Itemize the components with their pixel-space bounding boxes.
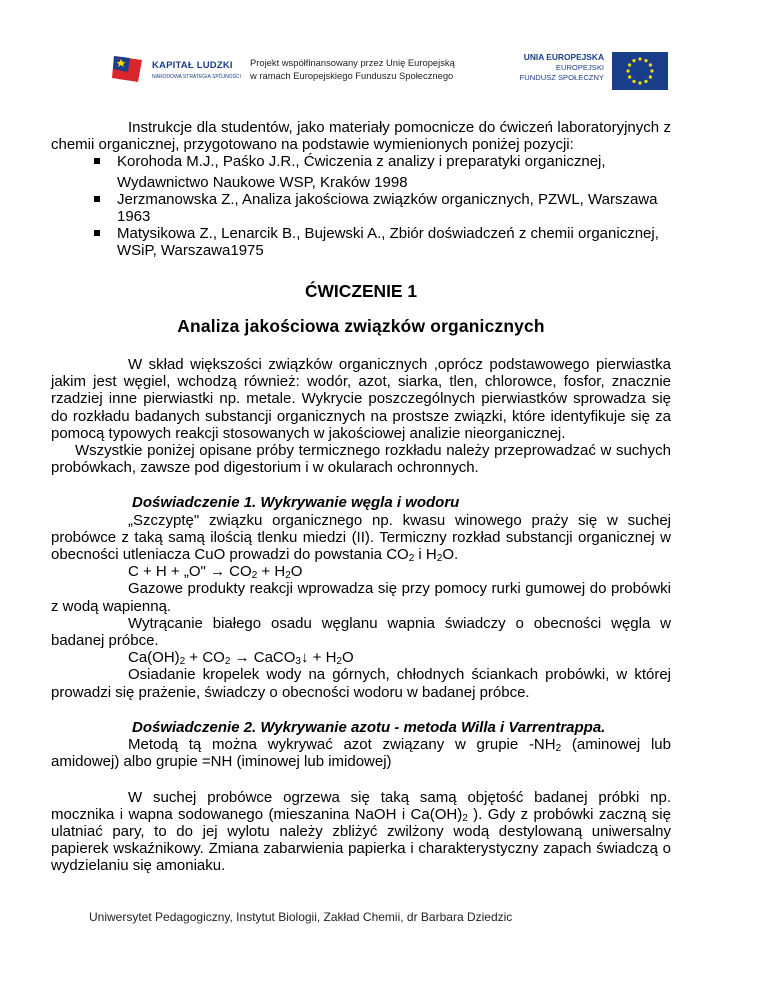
- subscript: 2: [436, 553, 443, 565]
- reference-item: [85, 225, 671, 259]
- reference-line-1: Jerzmanowska Z., Analiza jakościowa związków organicznych, PZWL, Warszawa: [117, 190, 658, 208]
- safety-paragraph: Wszystkie poniżej opisane próby termicznego rozkładu należy przeprowadzać w suchych probówkach, zawsze pod digestorium i w okularach ochronnych.: [51, 442, 671, 477]
- intro-paragraph: Instrukcje dla studentów, jako materiały pomocnicze do ćwiczeń laboratoryjnych z chemii organicznej, przygotowano na podstawie wymienionych poniżej pozycji:: [51, 119, 671, 154]
- experiment-2-paragraph-2: [51, 789, 671, 875]
- subscript: 3: [295, 656, 301, 668]
- reference-line-2: 1963: [117, 208, 151, 226]
- experiment-1-paragraph-1: [51, 512, 671, 564]
- reference-line-2: Wydawnictwo Naukowe WSP, Kraków 1998: [117, 173, 408, 191]
- text-run: + CO: [185, 649, 225, 667]
- text-run: + H: [257, 563, 286, 581]
- text-run: O.: [442, 546, 459, 564]
- subscript: 2: [408, 553, 415, 565]
- experiment-1-heading: Doświadczenie 1. Wykrywanie węgla i wodoru: [132, 494, 460, 512]
- eu-flag-icon: [612, 52, 668, 90]
- subscript: 2: [224, 656, 231, 668]
- eu-title: UNIA EUROPEJSKA: [523, 52, 604, 62]
- kapital-ludzki-logo: [112, 50, 242, 90]
- reference-list: [51, 153, 671, 259]
- subscript: 2: [285, 570, 291, 582]
- logo-subtitle: NARODOWA STRATEGIA SPÓJNOŚCI: [152, 74, 241, 80]
- eu-label: [492, 52, 604, 84]
- project-line-1: Projekt współfinansowany przez Unię Europejską: [250, 57, 455, 68]
- reference-line-1: Korohoda M.J., Paśko J.R., Ćwiczenia z analizy i preparatyki organicznej,: [117, 153, 606, 171]
- text-run: Ca(OH): [128, 649, 180, 667]
- experiment-1-paragraph-4: Osiadanie kropelek wody na górnych, chłodnych ściankach probówki, w której prowadzi się prażenie, świadczy o obecności wodoru w badanej próbce.: [51, 666, 671, 701]
- project-funding-text: [250, 56, 490, 82]
- experiment-1-paragraph-2: Gazowe produkty reakcji wprowadza się przy pomocy rurki gumowej do probówki z wodą wapienną.: [51, 580, 671, 615]
- text-run: → CaCO: [230, 649, 296, 667]
- reference-line-1: Matysikowa Z., Lenarcik B., Bujewski A., Zbiór doświadczeń z chemii organicznej,: [117, 225, 659, 243]
- text-run: O: [341, 649, 354, 667]
- text-run: ). Gdy z probówki zaczną się ulatniać pary, to do jej wylotu należy zbliżyć zwilżony wodą destylowaną uniwersalny papierek wskaźnikowy. Zmiana zabarwienia papierka i charakterystyczny zapach świadczą o wydzielaniu się amoniaku.: [51, 805, 671, 875]
- text-run: (aminowej lub amidowej) albo grupie =NH (iminowej lub imidowej): [51, 736, 671, 771]
- project-line-2: w ramach Europejskiego Funduszu Społecznego: [250, 70, 454, 81]
- text-run: „Szczyptę" związku organicznego np. kwasu winowego praży się w suchej probówce z taką samą ilością tlenku miedzi (II). Termiczny rozkład substancji organicznej w obecności utleniacza CuO prowadzi do powstania CO: [51, 511, 671, 564]
- experiment-2-paragraph-1: [51, 736, 671, 770]
- page-footer: Uniwersytet Pedagogiczny, Instytut Biologii, Zakład Chemii, dr Barbara Dziedzic: [89, 910, 513, 924]
- document-body: [51, 119, 671, 875]
- composition-paragraph: W skład większości związków organicznych ,oprócz podstawowego pierwiastka jakim jest węgiel, wchodzą również: wodór, azot, siarka, tlen, chlorowce, fosfor, znacznie rzadziej inne pierwiastki np. metale. Wykrycie poszczególnych pierwiastków sprowadza się do rozkładu badanych substancji organicznych na prostsze związki, które identyfikuje się za pomocą typowych reakcji stosowanych w jakościowej analizie nieorganicznej.: [51, 356, 671, 442]
- subscript: 2: [251, 570, 258, 582]
- section-title: Analiza jakościowa związków organicznych: [177, 315, 545, 336]
- text-run: Metodą tą można wykrywać azot związany w grupie -NH: [128, 736, 556, 754]
- equation-carbon-hydrogen: [51, 563, 671, 580]
- reference-line-2: WSiP, Warszawa1975: [117, 242, 264, 260]
- subscript: 2: [462, 812, 468, 824]
- subscript: 2: [179, 656, 186, 668]
- eu-line-3: FUNDUSZ SPOŁECZNY: [519, 73, 604, 82]
- text-run: C + H + „O" → CO: [128, 563, 252, 581]
- subscript: 2: [336, 656, 342, 668]
- subscript: 2: [555, 743, 562, 755]
- equation-calcium: [51, 649, 671, 666]
- reference-item: [85, 153, 671, 190]
- text-run: O: [290, 563, 303, 581]
- kapital-ludzki-flag-icon: [112, 54, 146, 84]
- text-run: ↓ + H: [300, 649, 337, 667]
- logo-name: KAPITAŁ LUDZKI: [152, 60, 233, 71]
- exercise-title: ĆWICZENIE 1: [304, 280, 418, 301]
- eu-line-2: EUROPEJSKI: [555, 62, 604, 72]
- reference-item: [85, 191, 671, 225]
- text-run: i H: [414, 546, 437, 564]
- page-header: [0, 44, 768, 104]
- experiment-2-heading: Doświadczenie 2. Wykrywanie azotu - metoda Willa i Varrentrappa.: [132, 718, 606, 736]
- text-run: W suchej probówce ogrzewa się taką samą objętość badanej próbki np. mocznika i wapna sodowanego (mieszanina NaOH i Ca(OH): [51, 788, 671, 823]
- experiment-1-paragraph-3: Wytrącanie białego osadu węglanu wapnia świadczy o obecności węgla w badanej próbce.: [51, 614, 671, 650]
